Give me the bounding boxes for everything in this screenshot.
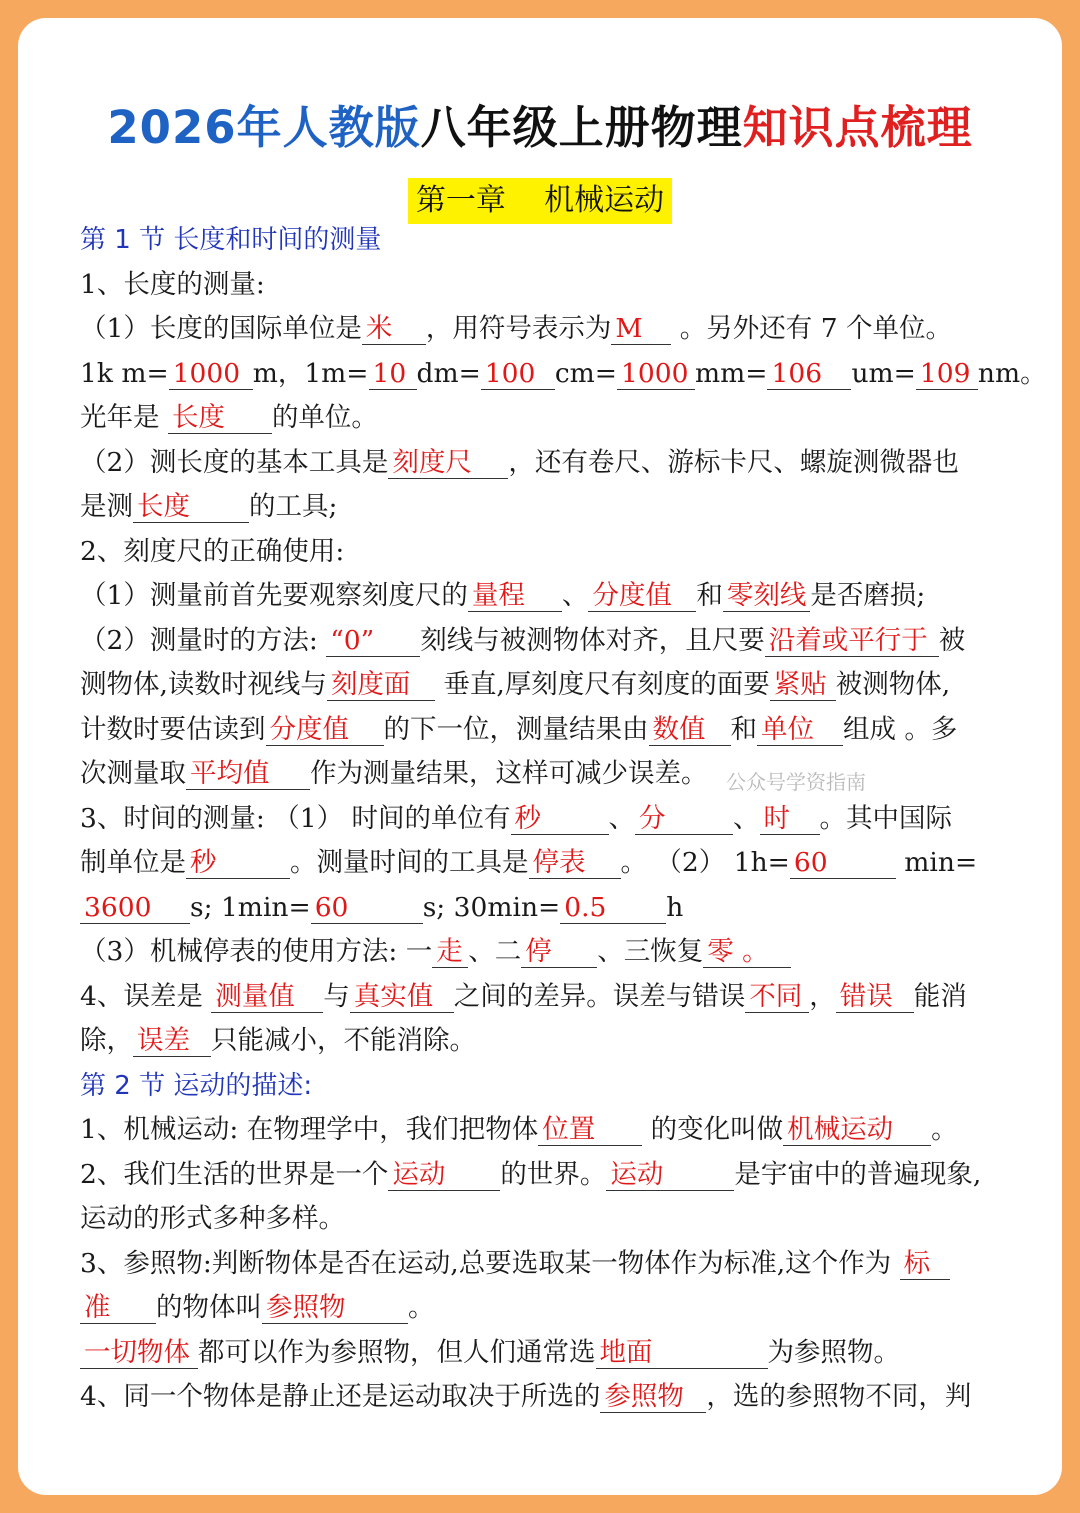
text-segment: （2）测量时的方法: [80,624,327,656]
text-segment: 、 [608,802,635,834]
text-line [80,708,1020,753]
answer-blank: 刻度尺 [388,448,508,479]
answer-blank: 紧贴 [770,670,836,701]
text-segment: s; 1min= [190,891,311,923]
answer-blank: 分度值 [588,581,696,612]
text-segment: 刻线与被测物体对齐，且尺要 [420,624,765,656]
text-segment: 是测 [80,491,133,522]
answer-blank: 运动 [388,1160,500,1191]
answer-blank: 0.5 [560,893,666,924]
answer-blank: 秒 [186,848,290,879]
text-segment: 是否磨损; [810,580,926,611]
text-line [80,485,1020,530]
text-segment: 制单位是 [80,847,186,878]
text-segment: 2、我们生活的世界是一个 [80,1158,389,1190]
text-segment: ， [809,980,836,1012]
text-segment: 除， [80,1025,133,1056]
text-segment: 是宇宙中的普遍现象, [734,1158,982,1190]
text-segment: m，1m= [252,357,369,389]
text-line [80,619,1020,664]
answer-blank: 错误 [836,982,914,1013]
text-line [80,1153,1020,1198]
text-segment: 被 [938,624,966,656]
text-segment: 、 [561,580,589,611]
text-segment: cm= [554,357,617,389]
text-segment: mm= [695,357,768,389]
text-line [80,1375,1020,1420]
text-segment: 3、参照物:判断物体是否在运动,总要选取某一物体作为标准,这个作为 [80,1247,900,1279]
text-segment: h [666,891,684,923]
text-line [80,663,1020,708]
text-segment: 。测量时间的工具是 [290,847,529,878]
answer-blank: 标 [900,1249,950,1280]
answer-blank: 60 [790,848,896,879]
text-segment: 、三恢复 [597,936,704,967]
answer-blank: 100 [481,359,555,390]
answer-blank: 3600 [80,893,190,924]
text-segment: 光年是 [80,402,168,433]
text-line [80,930,1020,975]
text-segment: 运动的形式多种多样。 [80,1203,345,1234]
document-page [18,18,1062,1495]
text-segment: 能消 [913,980,967,1012]
text-segment: ，用符号表示为 [425,313,612,344]
title-part-1: 2026年人教版 [107,101,421,154]
text-segment: 都可以作为参照物，但人们通常选 [198,1336,596,1368]
chapter-title: 第一章 机械运动 [408,178,672,224]
text-segment: （3）机械停表的使用方法: 一 [80,936,433,967]
answer-blank: 数值 [649,715,731,746]
text-segment: 的下一位，测量结果由 [383,713,649,745]
section-heading [80,218,1020,263]
text-segment: um= [851,357,916,389]
text-segment: nm。 [977,357,1047,389]
answer-blank: 测量值 [211,982,323,1013]
text-segment: 垂直,厚刻度尺有刻度的面要 [434,669,770,700]
answer-blank: 长度 [133,492,249,523]
text-line [80,975,1020,1020]
answer-blank: 分 [635,804,733,835]
text-segment: 的世界。 [500,1158,607,1190]
text-line [80,1331,1020,1376]
answer-blank: 准 [80,1293,156,1324]
answer-blank: 走 [432,937,468,968]
answer-blank: 长度 [168,403,272,434]
text-segment: 。另外还有 7 个单位。 [671,313,953,344]
text-segment: 为参照物。 [767,1336,900,1368]
text-segment: 1、机械运动: 在物理学中，我们把物体 [80,1114,539,1145]
text-segment: ，还有卷尺、游标卡尺、螺旋测微器也 [508,446,959,478]
text-segment: 1、长度的测量: [80,268,265,300]
answer-blank: 一切物体 [80,1338,198,1369]
answer-blank: 参照物 [262,1293,408,1324]
answer-blank: 60 [311,893,423,924]
text-segment: dm= [416,357,481,389]
answer-blank: 真实值 [350,982,454,1013]
answer-blank: “0” [326,626,420,657]
text-segment: 的单位。 [271,402,378,433]
text-segment: 的工具; [249,491,338,522]
text-line [80,441,1020,486]
answer-blank: 1000 [617,359,695,390]
answer-blank: 量程 [468,581,562,612]
text-segment: 、 [733,802,760,834]
text-line [80,1242,1020,1287]
text-segment: 次测量取 [80,758,186,789]
answer-blank: 运动 [606,1160,734,1191]
answer-blank: 时 [760,804,820,835]
answer-blank: 1000 [169,359,253,390]
text-line [80,396,1020,441]
answer-blank: 停表 [529,848,621,879]
page-title [18,96,1062,160]
answer-blank: 分度值 [266,715,384,746]
text-segment: 4、误差是 [80,980,212,1012]
text-segment: 第 2 节 运动的描述: [80,1070,313,1101]
text-line [80,752,1020,797]
text-segment: s; 30min= [422,891,561,923]
text-line [80,797,1020,842]
answer-blank: 单位 [757,715,843,746]
text-segment: （2）测长度的基本工具是 [80,446,389,478]
text-line [80,1286,1020,1331]
answer-blank: 米 [362,314,426,345]
answer-blank: 刻度面 [327,670,435,701]
section-heading [80,1064,1020,1109]
answer-blank: 秒 [511,804,609,835]
answer-blank: 机械运动 [783,1115,931,1146]
answer-blank: 零 。 [703,937,791,968]
title-part-3: 知识点梳理 [742,101,973,154]
text-segment: 的变化叫做 [642,1114,784,1145]
notes-body [80,218,1047,1420]
watermark: 公众号学资指南 [726,770,866,794]
text-segment: 只能减小，不能消除。 [211,1025,476,1056]
text-segment: 被测物体, [835,669,951,700]
text-segment: 测物体,读数时视线与 [80,669,327,700]
text-segment: 和 [730,713,757,745]
answer-blank: 地面 [596,1338,768,1369]
text-segment: 1k m= [80,357,169,389]
text-segment: 2、刻度尺的正确使用: [80,535,345,567]
text-segment: 。其中国际 [819,802,952,834]
text-segment: 之间的差异。误差与错误 [453,980,746,1012]
answer-blank: 10 [369,359,417,390]
text-segment: 4、同一个物体是静止还是运动取决于所选的 [80,1381,601,1412]
answer-blank: 沿着或平行于 [765,626,939,657]
answer-blank: 停 [521,937,597,968]
text-segment: 。 [408,1292,435,1323]
answer-blank: 误差 [133,1026,211,1057]
text-line [80,307,1020,352]
text-segment: 和 [696,580,723,611]
text-segment: 与 [323,980,350,1012]
text-line [80,1108,1020,1153]
answer-blank: 106 [767,359,851,390]
text-line [80,530,1020,575]
answer-blank: 零刻线 [723,581,811,612]
answer-blank: 参照物 [600,1382,706,1413]
answer-blank: M [611,314,671,345]
text-segment: 3、时间的测量: （1） 时间的单位有 [80,802,511,834]
text-line [80,352,1047,397]
text-segment: 第 1 节 长度和时间的测量 [80,225,382,255]
text-line [80,574,1020,619]
text-segment: ，选的参照物不同，判 [706,1381,972,1412]
answer-blank: 平均值 [186,759,310,790]
text-line [80,841,1020,886]
text-segment: 组成 。多 [843,713,958,745]
text-line [80,263,1020,308]
text-line [80,1019,1020,1064]
title-part-2: 八年级上册物理 [420,101,743,154]
text-segment: 。 （2） 1h= [620,847,790,878]
text-segment: min= [895,847,978,878]
text-segment: （1）长度的国际单位是 [80,313,362,344]
text-segment: 。 [931,1114,958,1145]
text-line [80,886,1020,931]
answer-blank: 不同 [745,982,809,1013]
text-segment: 的物体叫 [156,1292,262,1323]
answer-blank: 109 [916,359,978,390]
text-segment: 计数时要估读到 [80,713,266,745]
text-segment: （1）测量前首先要观察刻度尺的 [80,580,468,611]
text-segment: 、二 [468,936,522,967]
answer-blank: 位置 [538,1115,642,1146]
text-segment: 作为测量结果，这样可减少误差。 [310,758,708,789]
text-line [80,1197,1020,1242]
